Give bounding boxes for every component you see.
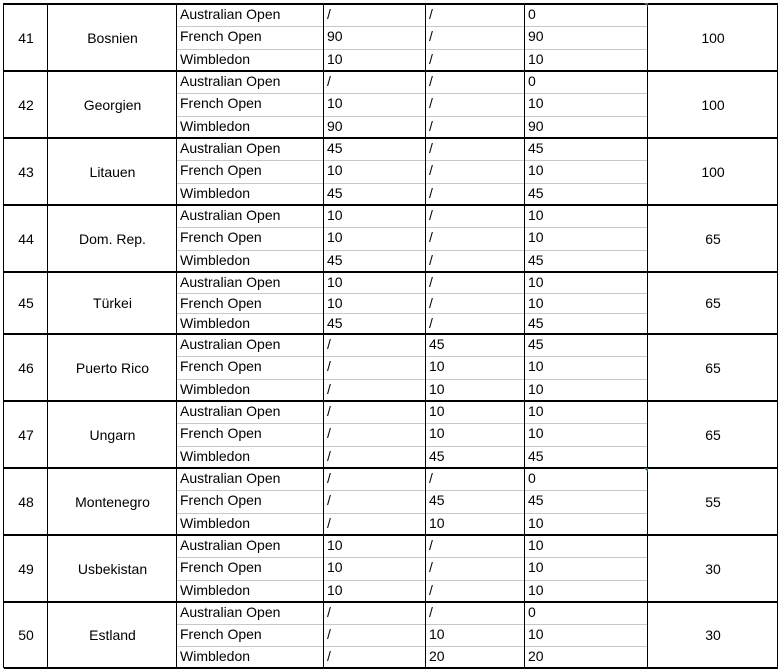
group-divider <box>4 601 778 603</box>
points-cell-a: 10 <box>327 559 343 576</box>
sub-row-divider <box>177 293 648 294</box>
sub-row-divider <box>177 160 648 161</box>
points-cell-b: 45 <box>429 336 445 352</box>
points-cell-b: / <box>429 537 433 553</box>
total-points-cell: 65 <box>705 295 721 311</box>
country-cell: Türkei <box>93 295 132 311</box>
sub-row-divider <box>177 250 648 251</box>
sub-row-divider <box>177 580 648 581</box>
country-cell: Usbekistan <box>77 560 148 577</box>
points-cell-b: / <box>429 294 433 311</box>
total-points-cell: 30 <box>705 627 721 643</box>
points-cell-a: 10 <box>327 229 343 246</box>
tournament-cell: French Open <box>180 626 262 642</box>
tournament-cell: Wimbledon <box>180 315 251 332</box>
rank-cell: 48 <box>18 493 34 510</box>
rank-cell: 44 <box>18 230 34 247</box>
points-cell-c: 10 <box>528 294 544 311</box>
tournament-cell: Australian Open <box>180 470 281 486</box>
rank-cell: 46 <box>18 359 34 376</box>
points-cell-b: 10 <box>429 403 445 419</box>
column-divider <box>777 3 778 668</box>
tournament-cell: Australian Open <box>180 6 281 22</box>
group-divider <box>4 333 778 335</box>
country-cell: Georgien <box>83 96 142 113</box>
rank-cell: 49 <box>18 560 34 577</box>
sub-row-divider <box>177 646 648 647</box>
total-points-cell: 65 <box>705 426 721 443</box>
group-divider <box>4 3 778 5</box>
points-cell-c: 10 <box>528 425 544 442</box>
points-cell-b: / <box>429 581 433 598</box>
tournament-cell: French Open <box>180 559 262 576</box>
total-points-cell: 55 <box>705 493 721 510</box>
points-cell-b: / <box>429 6 433 22</box>
country-cell: Ungarn <box>89 426 136 443</box>
country-cell: Montenegro <box>75 493 150 510</box>
tournament-cell: Australian Open <box>180 537 281 553</box>
rank-cell: 45 <box>18 295 34 311</box>
cell-comment-marker <box>644 468 648 472</box>
points-cell-b: / <box>429 470 433 486</box>
tournament-cell: French Open <box>180 425 262 442</box>
group-divider <box>4 400 778 402</box>
tournament-cell: Australian Open <box>180 403 281 419</box>
points-cell-a: / <box>327 403 331 419</box>
column-divider <box>3 3 4 668</box>
tournament-cell: Australian Open <box>180 140 281 156</box>
points-cell-a: / <box>327 470 331 486</box>
points-cell-a: / <box>327 514 331 531</box>
sub-row-divider <box>177 227 648 228</box>
sub-row-divider <box>177 446 648 447</box>
points-cell-c: 10 <box>528 50 544 67</box>
tournament-cell: French Open <box>180 28 262 45</box>
tournament-cell: Wimbledon <box>180 380 251 397</box>
points-cell-c: 45 <box>528 251 544 268</box>
tournament-cell: Australian Open <box>180 207 281 223</box>
points-cell-a: 10 <box>327 50 343 67</box>
points-cell-a: / <box>327 336 331 352</box>
tournament-cell: Wimbledon <box>180 581 251 598</box>
points-cell-c: 0 <box>528 470 536 486</box>
points-cell-b: / <box>429 184 433 201</box>
column-divider <box>647 3 648 668</box>
tournament-cell: Wimbledon <box>180 514 251 531</box>
sub-row-divider <box>177 624 648 625</box>
points-cell-c: 10 <box>528 229 544 246</box>
points-cell-c: 45 <box>528 336 544 352</box>
tournament-cell: Australian Open <box>180 336 281 352</box>
total-points-cell: 65 <box>705 359 721 376</box>
points-cell-c: 45 <box>528 140 544 156</box>
points-cell-b: / <box>429 73 433 89</box>
points-cell-a: / <box>327 648 331 664</box>
points-cell-c: 0 <box>528 6 536 22</box>
tournament-cell: Australian Open <box>180 274 281 290</box>
points-cell-a: 10 <box>327 207 343 223</box>
tournament-cell: Australian Open <box>180 73 281 89</box>
points-cell-b: / <box>429 162 433 179</box>
points-cell-b: 10 <box>429 626 445 642</box>
points-cell-c: 0 <box>528 73 536 89</box>
sub-row-divider <box>177 116 648 117</box>
points-cell-c: 10 <box>528 514 544 531</box>
sub-row-divider <box>177 49 648 50</box>
tournament-cell: Wimbledon <box>180 447 251 464</box>
points-cell-b: / <box>429 50 433 67</box>
points-cell-a: 10 <box>327 274 343 290</box>
points-cell-c: 10 <box>528 162 544 179</box>
points-cell-a: 45 <box>327 315 343 332</box>
points-cell-b: 45 <box>429 447 445 464</box>
points-cell-c: 45 <box>528 184 544 201</box>
sub-row-divider <box>177 183 648 184</box>
total-points-cell: 100 <box>701 29 725 46</box>
group-divider <box>4 70 778 72</box>
points-cell-c: 10 <box>528 537 544 553</box>
total-points-cell: 100 <box>701 96 725 113</box>
points-cell-a: 10 <box>327 294 343 311</box>
sub-row-divider <box>177 93 648 94</box>
group-divider <box>4 534 778 536</box>
points-cell-c: 10 <box>528 403 544 419</box>
points-cell-b: 10 <box>429 514 445 531</box>
points-cell-c: 10 <box>528 380 544 397</box>
total-points-cell: 30 <box>705 560 721 577</box>
sub-row-divider <box>177 490 648 491</box>
country-cell: Estland <box>89 627 136 643</box>
tournament-cell: Wimbledon <box>180 50 251 67</box>
points-cell-a: / <box>327 358 331 375</box>
points-cell-b: / <box>429 207 433 223</box>
tournament-cell: Australian Open <box>180 604 281 620</box>
group-divider <box>4 137 778 139</box>
points-cell-a: / <box>327 604 331 620</box>
points-cell-c: 10 <box>528 358 544 375</box>
points-cell-a: / <box>327 626 331 642</box>
points-cell-c: 0 <box>528 604 536 620</box>
points-cell-a: / <box>327 447 331 464</box>
tournament-cell: French Open <box>180 229 262 246</box>
points-cell-b: / <box>429 604 433 620</box>
column-divider <box>425 3 426 668</box>
rank-cell: 43 <box>18 163 34 180</box>
points-cell-b: / <box>429 315 433 332</box>
column-divider <box>323 3 324 668</box>
points-cell-c: 45 <box>528 447 544 464</box>
points-cell-b: / <box>429 229 433 246</box>
points-cell-b: / <box>429 274 433 290</box>
group-divider <box>4 467 778 469</box>
points-cell-c: 10 <box>528 274 544 290</box>
points-cell-b: / <box>429 140 433 156</box>
tournament-cell: French Open <box>180 294 262 311</box>
points-cell-a: / <box>327 492 331 509</box>
sub-row-divider <box>177 313 648 314</box>
points-cell-b: / <box>429 559 433 576</box>
points-cell-c: 10 <box>528 626 544 642</box>
rank-cell: 47 <box>18 426 34 443</box>
sub-row-divider <box>177 26 648 27</box>
points-cell-c: 45 <box>528 315 544 332</box>
points-cell-a: 45 <box>327 140 343 156</box>
country-cell: Dom. Rep. <box>79 230 146 247</box>
points-cell-c: 10 <box>528 559 544 576</box>
tournament-cell: French Open <box>180 162 262 179</box>
column-divider <box>176 3 177 668</box>
tournament-cell: Wimbledon <box>180 184 251 201</box>
tournament-cell: Wimbledon <box>180 251 251 268</box>
points-cell-a: / <box>327 6 331 22</box>
points-cell-a: / <box>327 73 331 89</box>
points-cell-a: / <box>327 425 331 442</box>
tournament-cell: Wimbledon <box>180 117 251 134</box>
sub-row-divider <box>177 513 648 514</box>
sub-row-divider <box>177 423 648 424</box>
country-cell: Bosnien <box>87 29 138 46</box>
total-points-cell: 100 <box>701 163 725 180</box>
points-cell-a: 45 <box>327 184 343 201</box>
sub-row-divider <box>177 356 648 357</box>
points-cell-c: 10 <box>528 581 544 598</box>
points-cell-b: / <box>429 117 433 134</box>
points-cell-a: 90 <box>327 117 343 134</box>
group-divider <box>4 271 778 273</box>
points-cell-b: 20 <box>429 648 445 664</box>
tournament-cell: French Open <box>180 358 262 375</box>
points-cell-a: 10 <box>327 162 343 179</box>
points-cell-c: 45 <box>528 492 544 509</box>
sub-row-divider <box>177 379 648 380</box>
rank-cell: 50 <box>18 627 34 643</box>
sub-row-divider <box>177 557 648 558</box>
rank-cell: 42 <box>18 96 34 113</box>
group-divider <box>4 204 778 206</box>
points-cell-b: 10 <box>429 358 445 375</box>
points-cell-b: 10 <box>429 425 445 442</box>
country-cell: Litauen <box>89 163 136 180</box>
points-cell-c: 90 <box>528 117 544 134</box>
points-cell-a: 10 <box>327 537 343 553</box>
points-cell-a: / <box>327 380 331 397</box>
points-cell-a: 45 <box>327 251 343 268</box>
tournament-cell: Wimbledon <box>180 648 251 664</box>
points-cell-b: / <box>429 28 433 45</box>
points-cell-b: / <box>429 251 433 268</box>
points-cell-c: 20 <box>528 648 544 664</box>
column-divider <box>524 3 525 668</box>
cell-comment-marker <box>644 3 648 7</box>
tournament-cell: French Open <box>180 492 262 509</box>
points-cell-b: / <box>429 95 433 112</box>
points-cell-c: 10 <box>528 207 544 223</box>
points-cell-b: 10 <box>429 380 445 397</box>
points-cell-b: 45 <box>429 492 445 509</box>
points-cell-a: 10 <box>327 581 343 598</box>
rank-cell: 41 <box>18 29 34 46</box>
country-cell: Puerto Rico <box>75 359 150 376</box>
total-points-cell: 65 <box>705 230 721 247</box>
column-divider <box>47 3 48 668</box>
points-cell-c: 10 <box>528 95 544 112</box>
tournament-cell: French Open <box>180 95 262 112</box>
points-cell-a: 10 <box>327 95 343 112</box>
points-cell-a: 90 <box>327 28 343 45</box>
points-cell-c: 90 <box>528 28 544 45</box>
